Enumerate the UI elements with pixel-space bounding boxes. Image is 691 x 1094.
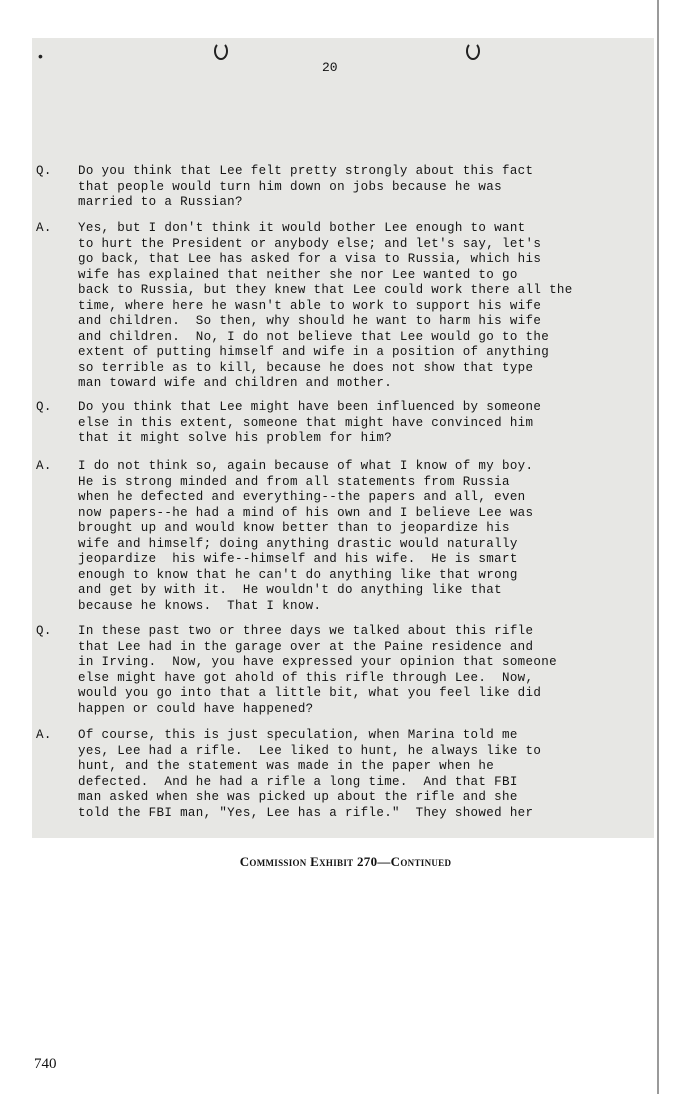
text-line: Do you think that Lee might have been influenced by someone (78, 400, 542, 414)
typed-page-number: 20 (322, 60, 338, 75)
punch-hole-left (214, 42, 228, 60)
text-line: hunt, and the statement was made in the paper when he (78, 759, 495, 773)
text-line: Do you think that Lee felt pretty strongly about this fact (78, 164, 534, 178)
text-line: man asked when she was picked up about the rifle and she (78, 790, 518, 804)
text-line: Yes, but I don't think it would bother Lee enough to want (78, 221, 526, 235)
qa-label: Q. (36, 624, 52, 638)
speck-mark: • (38, 48, 43, 64)
text-line: wife has explained that neither she nor Lee wanted to go (78, 267, 518, 282)
text-line: yes, Lee had a rifle. Lee liked to hunt, he always like to (78, 743, 542, 758)
text-line: back to Russia, but they knew that Lee could work there all the (78, 283, 573, 297)
text-line: else might have got ahold of this rifle through Lee. Now, (78, 670, 534, 685)
page-edge-line (657, 0, 659, 1094)
text-line: else in this extent, someone that might have convinced him (78, 415, 534, 430)
text-line: extent of putting himself and wife in a position of anything (78, 345, 550, 359)
text-line: jeopardize his wife--himself and his wife. He is smart (78, 552, 518, 566)
text-line: that people would turn him down on jobs because he was (78, 179, 502, 194)
text-line: that it might solve his problem for him? (78, 431, 393, 445)
qa-label: Q. (36, 400, 52, 414)
qa-label: A. (36, 221, 52, 235)
text-line: Of course, this is just speculation, when Marina told me (78, 728, 518, 742)
text-line: now papers--he had a mind of his own and I believe Lee was (78, 505, 534, 520)
text-line: go back, that Lee has asked for a visa to Russia, which his (78, 252, 542, 266)
folio-number: 740 (34, 1056, 57, 1072)
text-line: and children. So then, why should he want to harm his wife (78, 314, 542, 328)
text-line: I do not think so, again because of what I know of my boy. (78, 459, 534, 473)
text-line: because he knows. That I know. (78, 598, 322, 613)
qa-label: Q. (36, 164, 52, 178)
text-line: married to a Russian? (78, 195, 243, 209)
text-line: He is strong minded and from all statements from Russia (78, 474, 510, 489)
text-line: brought up and would know better than to jeopardize his (78, 521, 510, 535)
qa-label: A. (36, 459, 52, 473)
text-line: enough to know that he can't do anything like that wrong (78, 567, 518, 582)
text-line: happen or could have happened? (78, 701, 314, 716)
text-line: time, where here he wasn't able to work to support his wife (78, 298, 542, 313)
qa-text (78, 164, 533, 211)
qa-label: A. (36, 728, 52, 742)
text-line: man toward wife and children and mother. (78, 376, 393, 390)
text-line: told the FBI man, "Yes, Lee has a rifle." They showed her (78, 805, 534, 820)
qa-text (78, 459, 533, 614)
text-line: so terrible as to kill, because he does not show that type (78, 360, 534, 375)
text-line: in Irving. Now, you have expressed your opinion that someone (78, 655, 557, 669)
text-line: that Lee had in the garage over at the Paine residence and (78, 639, 534, 654)
text-line: and children. No, I do not believe that Lee would go to the (78, 329, 550, 344)
qa-text (78, 400, 541, 447)
text-line: when he defected and everything--the papers and all, even (78, 490, 526, 504)
text-line: wife and himself; doing anything drastic would naturally (78, 536, 518, 551)
qa-text (78, 221, 573, 392)
exhibit-caption: Commission Exhibit 270—Continued (239, 854, 452, 869)
qa-text (78, 624, 557, 717)
text-line: and get by with it. He wouldn't do anything like that (78, 583, 502, 597)
text-line: would you go into that a little bit, what you feel like did (78, 686, 542, 700)
punch-hole-right (466, 42, 480, 60)
text-line: to hurt the President or anybody else; and let's say, let's (78, 236, 542, 251)
text-line: defected. And he had a rifle a long time. And that FBI (78, 774, 518, 789)
qa-text (78, 728, 541, 821)
text-line: In these past two or three days we talked about this rifle (78, 624, 534, 638)
